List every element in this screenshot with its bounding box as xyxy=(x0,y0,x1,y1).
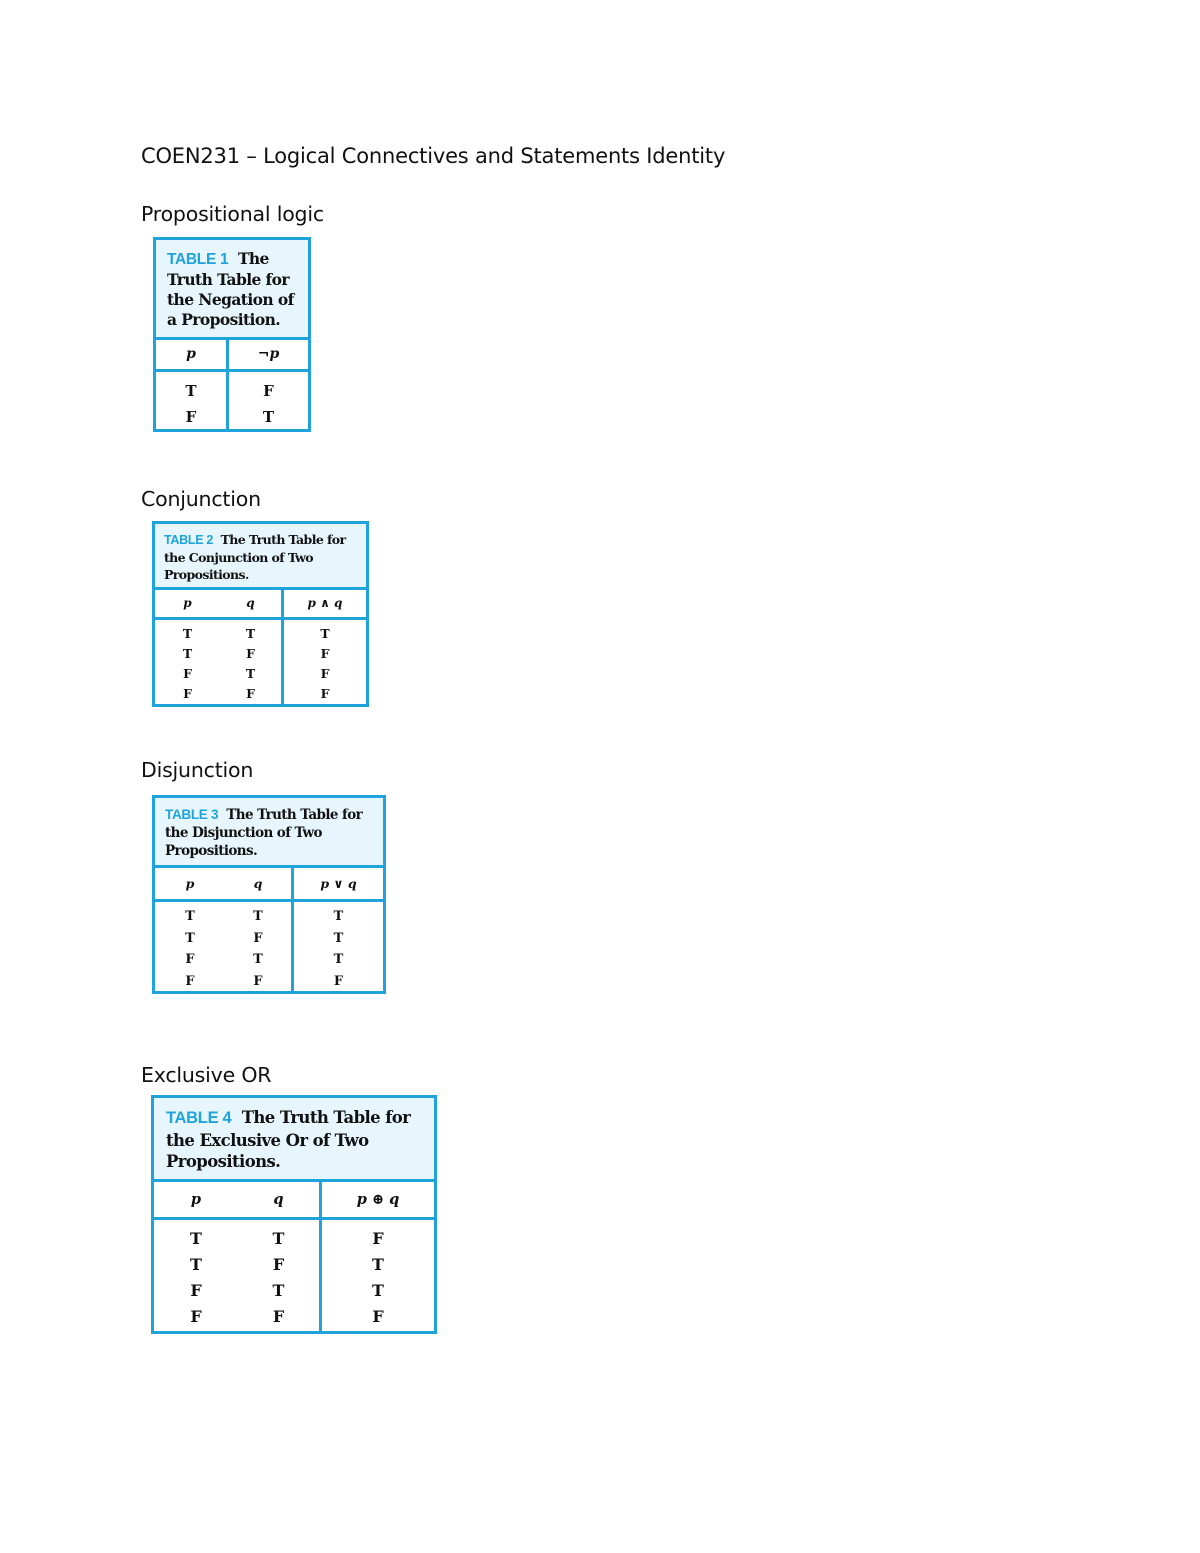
table-caption xyxy=(154,1098,434,1182)
header-cell: p ∧ q xyxy=(307,596,343,610)
table-cell: F xyxy=(263,382,274,400)
header-cell: q xyxy=(238,1182,322,1217)
table-body xyxy=(154,1220,434,1331)
header-cell: p xyxy=(183,596,192,610)
table-cell: T xyxy=(372,1255,384,1274)
truth-table-exclusive-or xyxy=(151,1095,437,1334)
table-cell: F xyxy=(185,973,195,989)
table-cell: F xyxy=(272,1307,285,1326)
table-caption xyxy=(155,524,366,590)
table-cell: F xyxy=(246,646,255,661)
table-cell: T xyxy=(333,909,344,924)
table-caption xyxy=(155,798,383,868)
table-caption-text: The Truth Table for the Disjunction of Two Propositions. xyxy=(165,807,363,859)
table-cell: F xyxy=(272,1255,285,1274)
table-cell: T xyxy=(320,626,330,641)
section-heading-disjunction: Disjunction xyxy=(141,758,254,782)
table-cell: F xyxy=(253,930,263,946)
header-cell: p xyxy=(190,1191,202,1208)
table-caption xyxy=(156,240,308,340)
table-caption-text: The Truth Table for the Conjunction of Two Propositions. xyxy=(164,532,346,582)
table-cell: F xyxy=(185,952,195,967)
table-cell: F xyxy=(372,1229,384,1248)
section-heading-exclusive-or: Exclusive OR xyxy=(141,1063,272,1087)
header-cell: p ⊕ q xyxy=(356,1191,400,1208)
document-title: COEN231 – Logical Connectives and Statements Identity xyxy=(141,144,726,168)
table-cell: T xyxy=(185,909,195,924)
table-cell: T xyxy=(185,930,195,946)
table-label: TABLE 3 xyxy=(165,807,219,822)
header-cell: ¬p xyxy=(257,346,280,362)
table-cell: T xyxy=(272,1281,285,1300)
table-body xyxy=(155,902,383,991)
table-cell: F xyxy=(183,666,192,681)
table-header-row xyxy=(155,868,383,902)
table-cell: T xyxy=(262,408,275,426)
table-caption-text: The Truth Table for the Exclusive Or of Two Propositions. xyxy=(166,1108,411,1171)
table-cell: F xyxy=(183,686,192,701)
table-cell: T xyxy=(253,909,263,924)
section-heading-conjunction: Conjunction xyxy=(141,487,261,511)
header-cell: p xyxy=(156,340,229,369)
header-cell: q xyxy=(220,590,284,617)
table-cell: T xyxy=(190,1229,202,1248)
table-cell: T xyxy=(272,1229,285,1248)
table-body xyxy=(156,372,308,429)
table-label: TABLE 4 xyxy=(166,1109,232,1127)
table-cell: T xyxy=(333,930,344,946)
truth-table-disjunction xyxy=(152,795,386,994)
table-header-row xyxy=(155,590,366,620)
table-header-row xyxy=(154,1182,434,1220)
table-cell: F xyxy=(372,1307,384,1326)
table-cell: T xyxy=(333,952,344,967)
table-body xyxy=(155,620,366,704)
table-cell: F xyxy=(320,646,330,661)
table-cell: T xyxy=(245,666,256,681)
table-label: TABLE 2 xyxy=(164,533,214,547)
table-cell: T xyxy=(182,646,193,661)
table-cell: T xyxy=(190,1255,202,1274)
table-cell: T xyxy=(253,952,263,967)
header-cell: p ∨ q xyxy=(320,876,357,891)
table-cell: T xyxy=(185,382,197,400)
table-cell: F xyxy=(190,1281,202,1300)
table-caption-text: The Truth Table for the Negation of a Proposition. xyxy=(167,249,294,329)
table-cell: F xyxy=(190,1307,202,1326)
table-cell: F xyxy=(185,408,197,426)
table-cell: F xyxy=(333,973,344,989)
table-cell: T xyxy=(245,626,256,641)
table-header-row xyxy=(156,340,308,372)
table-cell: F xyxy=(320,666,330,681)
section-heading-propositional-logic: Propositional logic xyxy=(141,202,324,226)
table-cell: F xyxy=(253,973,263,989)
table-cell: F xyxy=(320,686,330,701)
table-cell: T xyxy=(372,1281,384,1300)
table-cell: F xyxy=(246,686,255,701)
header-cell: q xyxy=(225,868,294,899)
truth-table-conjunction xyxy=(152,521,369,707)
table-label: TABLE 1 xyxy=(167,251,229,268)
truth-table-negation xyxy=(153,237,311,432)
table-cell: T xyxy=(182,626,193,641)
header-cell: p xyxy=(185,876,195,891)
